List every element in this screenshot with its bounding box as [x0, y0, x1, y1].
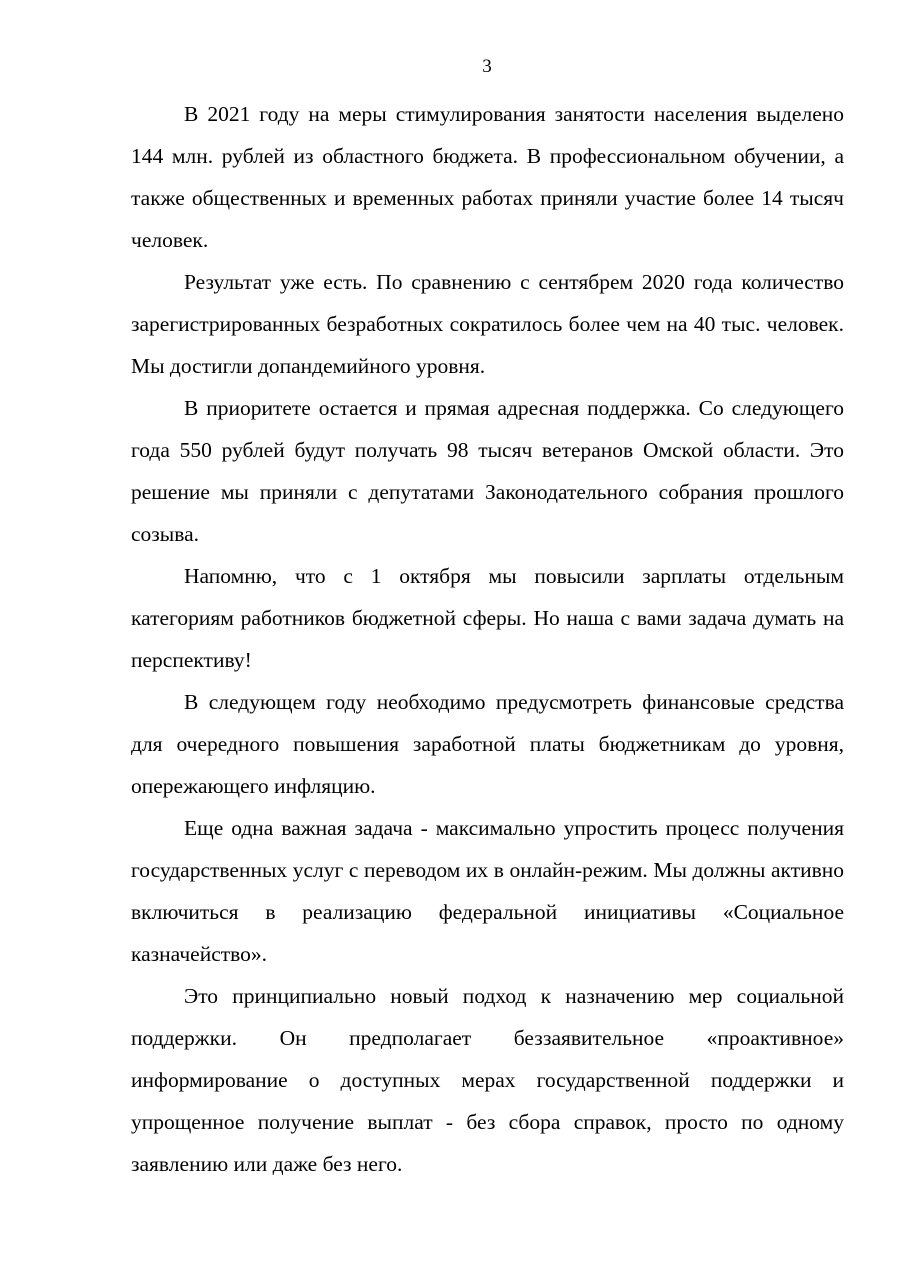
- paragraph-social-treasury: Это принципиально новый подход к назначению мер социальной поддержки. Он предполагает беззаявительное «проактивное» информирование о доступных мерах государственной поддержки и упрощенное получение выплат - без сбора справок, просто по одному заявлению или даже без него.: [131, 984, 844, 1176]
- paragraph-employment-measures: В 2021 году на меры стимулирования занятости населения выделено 144 млн. рублей из областного бюджета. В профессиональном обучении, а также общественных и временных работах приняли участие более 14 тысяч человек.: [131, 102, 844, 252]
- paragraph-veterans-support: В приоритете остается и прямая адресная поддержка. Со следующего года 550 рублей будут получать 98 тысяч ветеранов Омской области. Это решение мы приняли с депутатами Законодательного собрания прошлого созыва.: [131, 396, 844, 546]
- paragraph-unemployment-result: Результат уже есть. По сравнению с сентябрем 2020 года количество зарегистрированных безработных сократилось более чем на 40 тыс. человек. Мы достигли допандемийного уровня.: [131, 270, 844, 378]
- paragraph-budget-salary-plan: В следующем году необходимо предусмотреть финансовые средства для очередного повышения заработной платы бюджетникам до уровня, опережающего инфляцию.: [131, 690, 844, 798]
- document-body: [131, 93, 844, 1185]
- paragraph-salary-increase: Напомню, что с 1 октября мы повысили зарплаты отдельным категориям работников бюджетной сферы. Но наша с вами задача думать на перспективу!: [131, 564, 844, 672]
- paragraph-online-services: Еще одна важная задача - максимально упростить процесс получения государственных услуг с переводом их в онлайн-режим. Мы должны активно включиться в реализацию федеральной инициативы «Социальное казначейство».: [131, 816, 844, 966]
- page-number: 3: [482, 56, 492, 77]
